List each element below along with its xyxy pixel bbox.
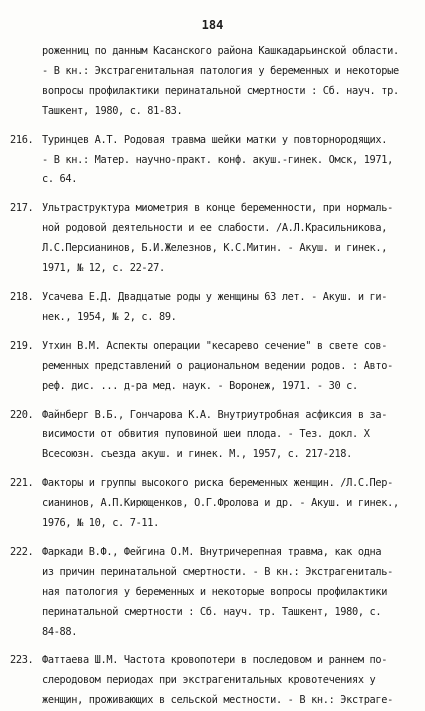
entry-number: 221.	[10, 477, 34, 490]
entry-text-line: из причин перинатальной смертности. - В кн.: Экстрагениталь-	[42, 565, 393, 578]
entry-text-line: ная патология у беременных и некоторые вопросы профилактики	[42, 585, 388, 598]
entry-text-line: ременных представлений о рациональном ведении родов. : Авто-	[42, 359, 393, 372]
bibliography-list	[10, 42, 420, 711]
entry-text-line: вопросы профилактики перинатальной смертности : Сб. науч. тр.	[42, 84, 399, 97]
continuation-entry	[10, 42, 420, 122]
entry-text-line: - В кн.: Экстрагенитальная патология у беременных и некоторые	[42, 64, 399, 77]
entry-text-line: Ташкент, 1980, с. 81-83.	[42, 104, 183, 117]
bibliography-entry-223	[10, 651, 420, 711]
entry-text-line: ной родовой деятельности и ее слабости. /А.Л.Красильникова,	[42, 222, 388, 235]
entry-text-line: женщин, проживающих в сельской местности. - В кн.: Экстраге-	[42, 694, 393, 707]
bibliography-entry-217	[10, 199, 420, 279]
entry-number: 218.	[10, 290, 34, 303]
entry-text-line: - В кн.: Матер. научно-практ. конф. акуш.-гинек. Омск, 1971,	[42, 153, 393, 166]
entry-number: 223.	[10, 654, 34, 667]
entry-number: 216.	[10, 133, 34, 146]
bibliography-entry-219	[10, 337, 420, 397]
entry-text-line: слеродовом периодах при экстрагенитальных кровотечениях у	[42, 674, 376, 687]
entry-text-line: сианинов, А.П.Кирющенков, О.Г.Фролова и др. - Акуш. и гинек.,	[42, 497, 399, 510]
entry-text-line: реф. дис. ... д-ра мед. наук. - Воронеж, 1971. - 30 с.	[42, 379, 358, 392]
entry-text-line: 84-88.	[42, 625, 78, 638]
bibliography-entry-222	[10, 543, 420, 643]
entry-text-line: Фаркади В.Ф., Фейгина О.М. Внутричерепная травма, как одна	[42, 545, 382, 558]
page-number: 184	[201, 18, 224, 32]
entry-text-line: Файнберг В.Б., Гончарова К.А. Внутриутробная асфиксия в за-	[42, 408, 388, 421]
entry-number: 222.	[10, 545, 34, 558]
entry-text-line: Ультраструктура миометрия в конце беременности, при нормаль-	[42, 202, 393, 215]
entry-text-line: висимости от обвития пуповиной шеи плода. - Тез. докл. Х	[42, 428, 370, 441]
entry-text-line: с. 64.	[42, 173, 78, 186]
entry-number: 220.	[10, 408, 34, 421]
entry-text-line: Туринцев А.Т. Родовая травма шейки матки у повторнородящих.	[42, 133, 388, 146]
entry-number: 219.	[10, 339, 34, 352]
entry-number: 217.	[10, 202, 34, 215]
entry-text-line: Усачева Е.Д. Двадцатые роды у женщины 63 лет. - Акуш. и ги-	[42, 290, 388, 303]
entry-text-line: Всесоюзн. съезда акуш. и гинек. М., 1957, с. 217-218.	[42, 448, 353, 461]
entry-text-line: Л.С.Персианинов, Б.И.Железнов, К.С.Митин. - Акуш. и гинек.,	[42, 242, 388, 255]
entry-text-line: роженниц по данным Касанского района Кашкадарьинской области.	[42, 45, 399, 57]
bibliography-entry-221	[10, 474, 420, 534]
entry-text-line: Факторы и группы высокого риска беременных женщин. /Л.С.Пер-	[42, 477, 393, 490]
entry-text-line: Утхин В.М. Аспекты операции "кесарево сечение" в свете сов-	[42, 339, 388, 352]
entry-text-line: 1976, № 10, с. 7-11.	[42, 517, 159, 530]
entry-text-line: Фаттаева Ш.М. Частота кровопотери в последовом и раннем по-	[42, 654, 388, 667]
bibliography-entry-216	[10, 131, 420, 191]
bibliography-entry-218	[10, 288, 420, 328]
entry-text-line: перинатальной смертности : Сб. науч. тр. Ташкент, 1980, с.	[42, 605, 382, 618]
entry-text-line: 1971, № 12, с. 22-27.	[42, 262, 165, 275]
bibliography-entry-220	[10, 406, 420, 466]
entry-text-line: нек., 1954, № 2, с. 89.	[42, 310, 177, 323]
